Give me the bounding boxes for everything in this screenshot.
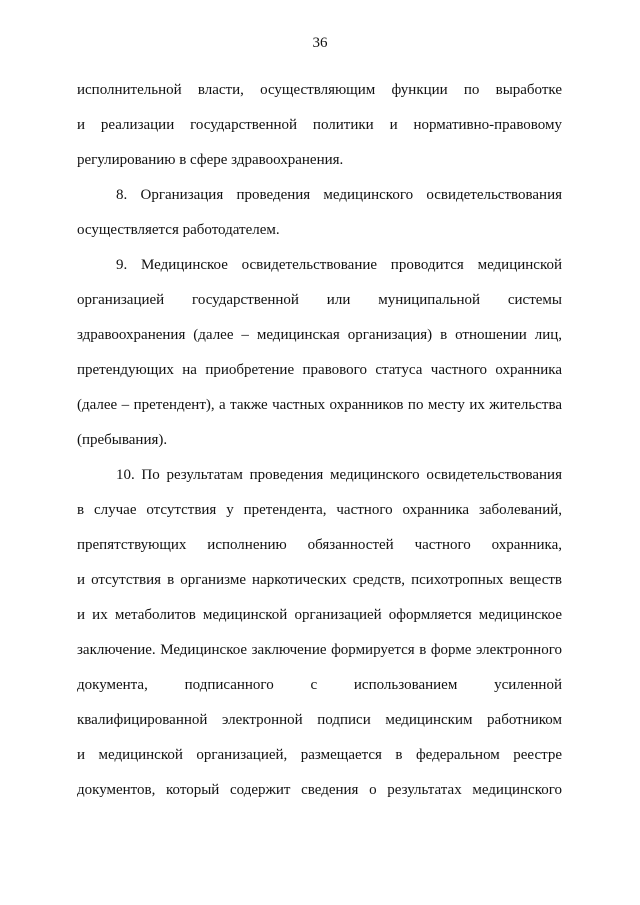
text-line: и их метаболитов медицинской организацией оформляется медицинское [77,607,562,623]
text-line: документа, подписанного с использованием усиленной [77,677,562,693]
text-line: и отсутствия в организме наркотических средств, психотропных веществ [77,572,562,588]
text-line: здравоохранения (далее – медицинская организация) в отношении лиц, [77,327,562,343]
text-line: документов, который содержит сведения о результатах медицинского [77,782,562,798]
text-line: и медицинской организацией, размещается в федеральном реестре [77,747,562,763]
text-line: регулированию в сфере здравоохранения. [77,152,344,168]
page-number: 36 [312,35,328,51]
text-line: и реализации государственной политики и нормативно-правовому [77,117,562,133]
text-line: квалифицированной электронной подписи медицинским работником [77,712,562,728]
text-line: осуществляется работодателем. [77,222,280,238]
text-line: (пребывания). [77,432,168,448]
text-line: претендующих на приобретение правового статуса частного охранника [77,362,562,378]
paragraph-9-first-line: 9. Медицинское освидетельствование проводится медицинской [116,257,562,273]
text-line: препятствующих исполнению обязанностей частного охранника, [77,537,562,553]
text-line: в случае отсутствия у претендента, частного охранника заболеваний, [77,502,562,518]
text-line: (далее – претендент), а также частных охранников по месту их жительства [77,397,562,413]
paragraph-8-first-line: 8. Организация проведения медицинского освидетельствования [116,187,562,203]
text-line: исполнительной власти, осуществляющим функции по выработке [77,82,562,98]
text-line: организацией государственной или муниципальной системы [77,292,562,308]
paragraph-10-first-line: 10. По результатам проведения медицинского освидетельствования [116,467,562,483]
document-body [77,78,562,813]
text-line: заключение. Медицинское заключение формируется в форме электронного [77,642,562,658]
